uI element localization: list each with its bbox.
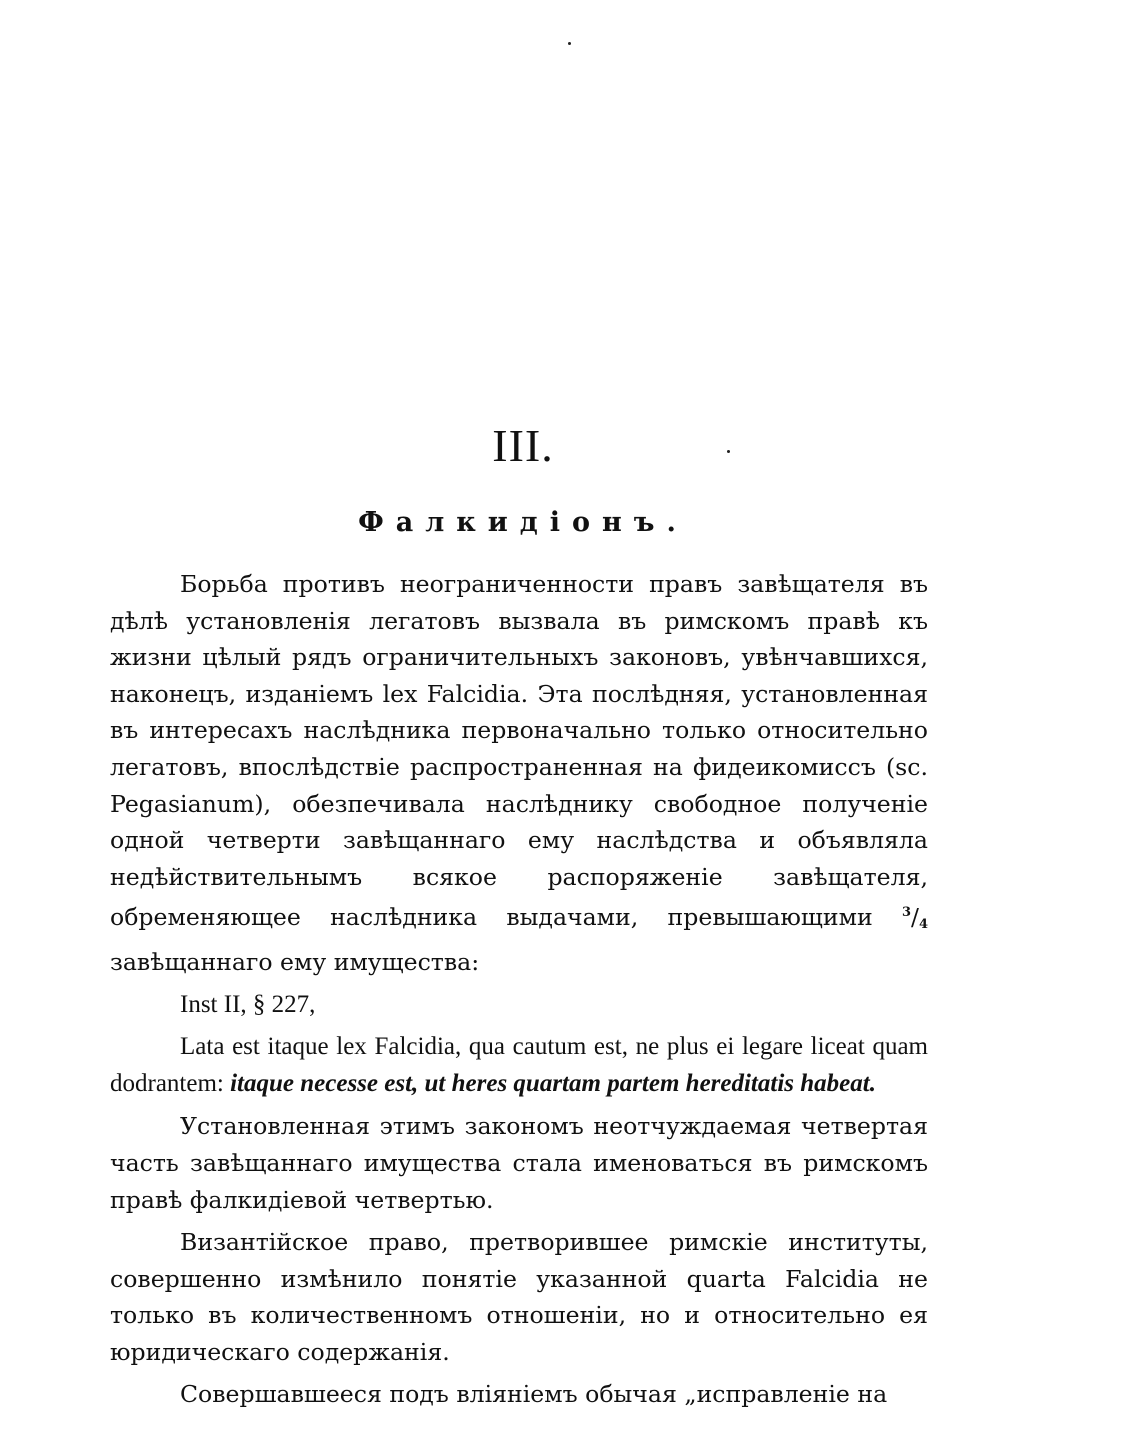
chapter-number: III. [492,420,554,471]
fraction-numerator: 3 [901,905,911,921]
paragraph-4: Совершавшееся подъ вліяніемъ обычая „исправленіе на [180,1380,888,1409]
fraction-denominator: 4 [918,917,928,933]
paragraph-3: Византійское право, претворившее римскіе институты, совершенно измѣнило понятіе указанной quarta Falcidia не только въ количественномъ отношеніи, но и относительно ея юридическаго содержанія. [110,1228,928,1366]
print-speck [568,42,571,45]
latin-quote [110,1029,928,1102]
citation-reference: Inst II, § 227, [180,990,316,1018]
paragraph-1: Борьба противъ неограниченности правъ завѣщателя въ дѣлѣ установленія легатовъ вызвала въ римскомъ правѣ къ жизни цѣлый рядъ ограничительныхъ законовъ, увѣнчавшихся, наконецъ, изданіемъ lex Falcidia. Эта послѣдняя, установленная въ интересахъ наслѣдника первоначально только относительно легатовъ, впослѣдствіе распространенная на фидеикомиссъ (sc. Pegasianum), обезпечивала наслѣднику свободное полученіе одной четверти завѣщаннаго ему наслѣдства и объявляла недѣйствительнымъ всякое распоряженіе завѣщателя, обременяющее наслѣдника выдачами, превышающими $^3/_4$ завѣщаннаго ему имущества: [110,570,928,976]
chapter-title: Фалкидіонъ. [358,507,688,538]
latin-quote-italic: itaque necesse est, ut heres quartam partem hereditatis habeat. [230,1069,876,1097]
body-text [110,566,928,1413]
paragraph-1-tail: завѣщаннаго ему имущества: [110,947,480,976]
paragraph-1-text: Борьба противъ неограниченности правъ завѣщателя въ дѣлѣ установленія легатовъ вызвала въ римскомъ правѣ къ жизни цѣлый рядъ ограничительныхъ законовъ, увѣнчавшихся, наконецъ, изданіемъ lex Falcidia. Эта послѣдняя, установленная въ интересахъ наслѣдника первоначально только относительно легатовъ, впослѣдствіе распространенная на фидеикомиссъ (sc. Pegasianum), обезпечивала наслѣднику свободное полученіе одной четверти завѣщаннаго ему наслѣдства и объявляла недѣйствительнымъ всякое распоряженіе завѣщателя, обременяющее наслѣдника выдачами, превышающими [110,570,928,932]
paragraph-2: Установленная этимъ закономъ неотчуждаемая четвертая часть завѣщаннаго имущества стала именоваться въ римскомъ правѣ фалкидіевой четвертью. [110,1112,928,1214]
latin-quote-plain: Lata est itaque lex Falcidia, qua cautum est, ne plus ei legare liceat quam dodrantem: [110,1033,928,1097]
